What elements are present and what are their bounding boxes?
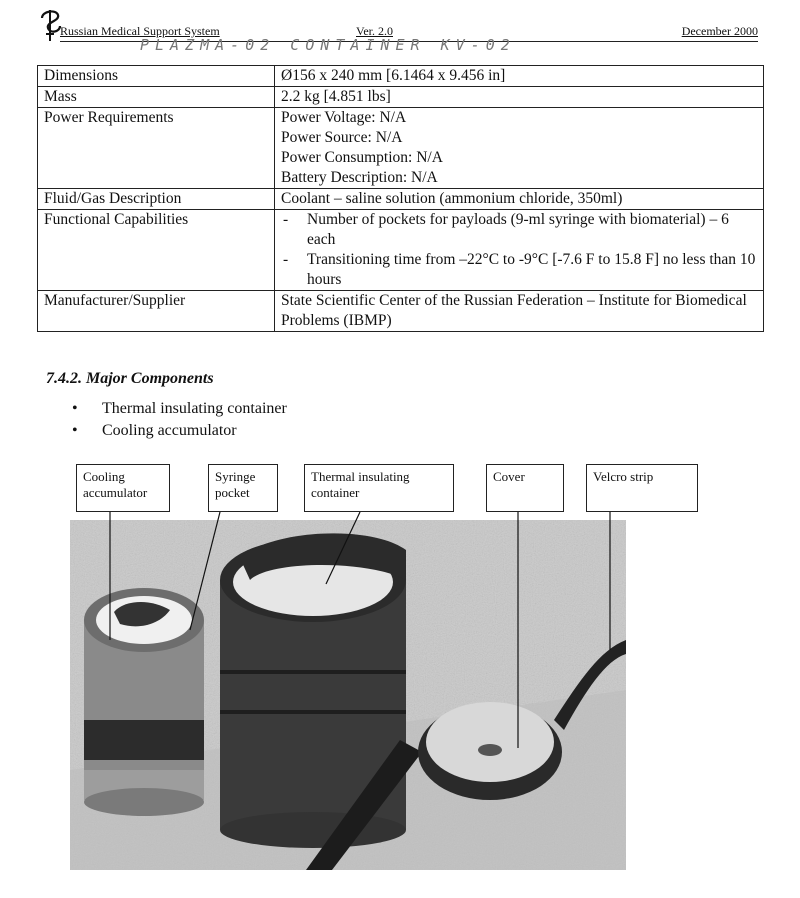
power-source: Power Source: N/A — [281, 129, 403, 146]
section-heading: 7.4.2. Major Components — [46, 370, 214, 387]
battery-description: Battery Description: N/A — [281, 169, 438, 186]
callout-thermal-container: Thermal insulating container — [304, 464, 454, 512]
functional-item: - Number of pockets for payloads (9-ml syringe with biomaterial) – 6 each — [281, 210, 757, 250]
table-row — [38, 189, 764, 210]
manufacturer-label: Manufacturer/Supplier — [38, 291, 275, 332]
callout-cooling-accumulator: Cooling accumulator — [76, 464, 170, 512]
power-voltage: Power Voltage: N/A — [281, 109, 407, 126]
table-row — [38, 210, 764, 291]
table-row — [38, 291, 764, 332]
dimensions-value: Ø156 x 240 mm [6.1464 x 9.456 in] — [275, 66, 764, 87]
power-consumption: Power Consumption: N/A — [281, 149, 443, 166]
table-row — [38, 87, 764, 108]
components-list — [68, 398, 287, 442]
functional-label: Functional Capabilities — [38, 210, 275, 291]
manufacturer-value: State Scientific Center of the Russian Federation – Institute for Biomedical Problems (IBMP) — [275, 291, 764, 332]
document-date: December 2000 — [681, 24, 758, 38]
functional-item: - Transitioning time from –22°C to -9°C [-7.6 F to 15.8 F] no less than 10 hours — [281, 250, 757, 290]
callout-leader-lines — [70, 460, 730, 870]
callout-velcro-strip: Velcro strip — [586, 464, 698, 512]
list-item: • Cooling accumulator — [68, 420, 287, 442]
fluid-value: Coolant – saline solution (ammonium chloride, 350ml) — [275, 189, 764, 210]
power-label: Power Requirements — [38, 108, 275, 189]
handwritten-note: PLAZMA-02 CONTAINER KV-02 — [140, 36, 516, 54]
dimensions-label: Dimensions — [38, 66, 275, 87]
mass-label: Mass — [38, 87, 275, 108]
table-row — [38, 108, 764, 189]
mass-value: 2.2 kg [4.851 lbs] — [275, 87, 764, 108]
list-item: • Thermal insulating container — [68, 398, 287, 420]
spec-table — [37, 65, 764, 332]
fluid-label: Fluid/Gas Description — [38, 189, 275, 210]
document-version: Ver. 2.0 — [356, 24, 393, 38]
power-values — [275, 108, 764, 189]
callout-cover: Cover — [486, 464, 564, 512]
functional-values — [275, 210, 764, 291]
callout-syringe-pocket: Syringe pocket — [208, 464, 278, 512]
document-title: Russian Medical Support System — [60, 24, 220, 38]
table-row — [38, 66, 764, 87]
components-figure — [70, 460, 730, 870]
